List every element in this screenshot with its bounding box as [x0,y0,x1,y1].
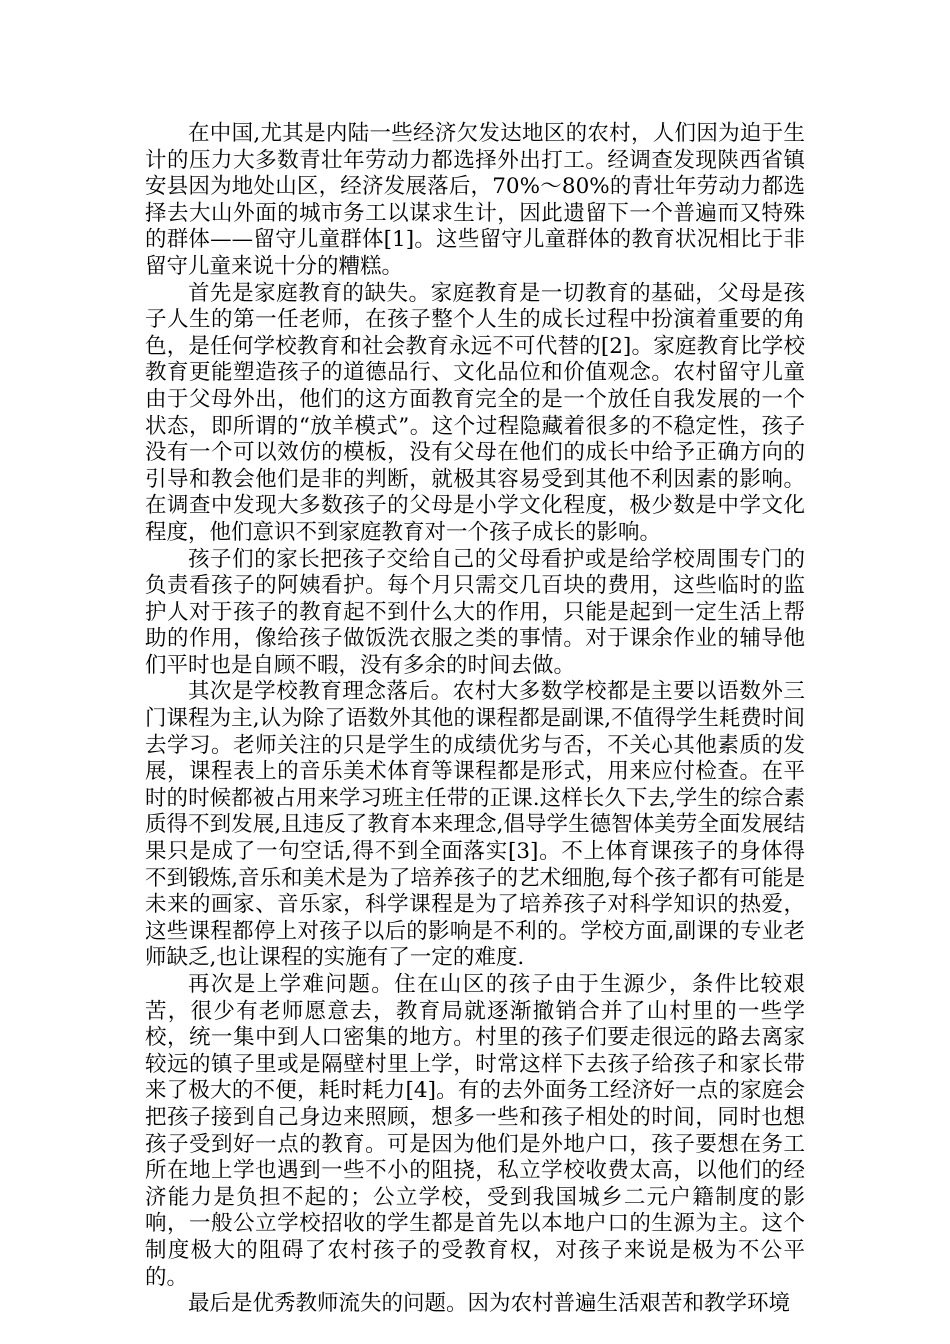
paragraph-rural-migration: 在中国,尤其是内陆一些经济欠发达地区的农村，人们因为迫于生计的压力大多数青壮年劳动力都选择外出打工。经调查发现陕西省镇安县因为地处山区，经济发展落后，70%～80%的青壮年劳动力都选择去大山外面的城市务工以谋求生计，因此遗留下一个普遍而又特殊的群体——留守儿童群体[1]。这些留守儿童群体的教育状况相比于非留守儿童来说十分的糟糕。 [145,121,805,279]
paragraph-family-education: 首先是家庭教育的缺失。家庭教育是一切教育的基础，父母是孩子人生的第一任老师，在孩子整个人生的成长过程中扮演着重要的角色，是任何学校教育和社会教育永远不可代替的[2]。家庭教育比学校教育更能塑造孩子的道德品行、文化品位和价值观念。农村留守儿童由于父母外出，他们的这方面教育完全的是一个放任自我发展的一个状态，即所谓的“放羊模式”。这个过程隐藏着很多的不稳定性，孩子没有一个可以效仿的模板，没有父母在他们的成长中给予正确方向的引导和教会他们是非的判断，就极其容易受到其他不利因素的影响。在调查中发现大多数孩子的父母是小学文化程度，极少数是中学文化程度，他们意识不到家庭教育对一个孩子成长的影响。 [145,280,805,545]
document-body [145,121,805,1318]
paragraph-guardians: 孩子们的家长把孩子交给自己的父母看护或是给学校周围专门的负责看孩子的阿姨看护。每个月只需交几百块的费用，这些临时的监护人对于孩子的教育起不到什么大的作用，只能是起到一定生活上帮助的作用，像给孩子做饭洗衣服之类的事情。对于课余作业的辅导他们平时也是自顾不暇，没有多余的时间去做。 [145,546,805,678]
paragraph-schooling-difficulty: 再次是上学难问题。住在山区的孩子由于生源少，条件比较艰苦，很少有老师愿意去，教育局就逐渐撤销合并了山村里的一些学校，统一集中到人口密集的地方。村里的孩子们要走很远的路去离家较远的镇子里或是隔壁村里上学，时常这样下去孩子给孩子和家长带来了极大的不便，耗时耗力[4]。有的去外面务工经济好一点的家庭会把孩子接到自己身边来照顾，想多一些和孩子相处的时间，同时也想孩子受到好一点的教育。可是因为他们是外地户口，孩子要想在务工所在地上学也遇到一些不小的阻挠，私立学校收费太高，以他们的经济能力是负担不起的；公立学校，受到我国城乡二元户籍制度的影响，一般公立学校招收的学生都是首先以本地户口的生源为主。这个制度极大的阻碍了农村孩子的受教育权，对孩子来说是极为不公平的。 [145,972,805,1290]
paragraph-school-education: 其次是学校教育理念落后。农村大多数学校都是主要以语数外三门课程为主,认为除了语数外其他的课程都是副课,不值得学生耗费时间去学习。老师关注的只是学生的成绩优劣与否，不关心其他素质的发展，课程表上的音乐美术体育等课程都是形式，用来应付检查。在平时的时候都被占用来学习班主任带的正课.这样长久下去,学生的综合素质得不到发展,且违反了教育本来理念,倡导学生德智体美劳全面发展结果只是成了一句空话,得不到全面落实[3]。不上体育课孩子的身体得不到锻炼,音乐和美术是为了培养孩子的艺术细胞,每个孩子都有可能是未来的画家、音乐家，科学课程是为了培养孩子对科学知识的热爱，这些课程都停上对孩子以后的影响是不利的。学校方面,副课的专业老师缺乏,也让课程的实施有了一定的难度. [145,679,805,971]
paragraph-teacher-loss: 最后是优秀教师流失的问题。因为农村普遍生活艰苦和教学环境 [188,1291,791,1317]
